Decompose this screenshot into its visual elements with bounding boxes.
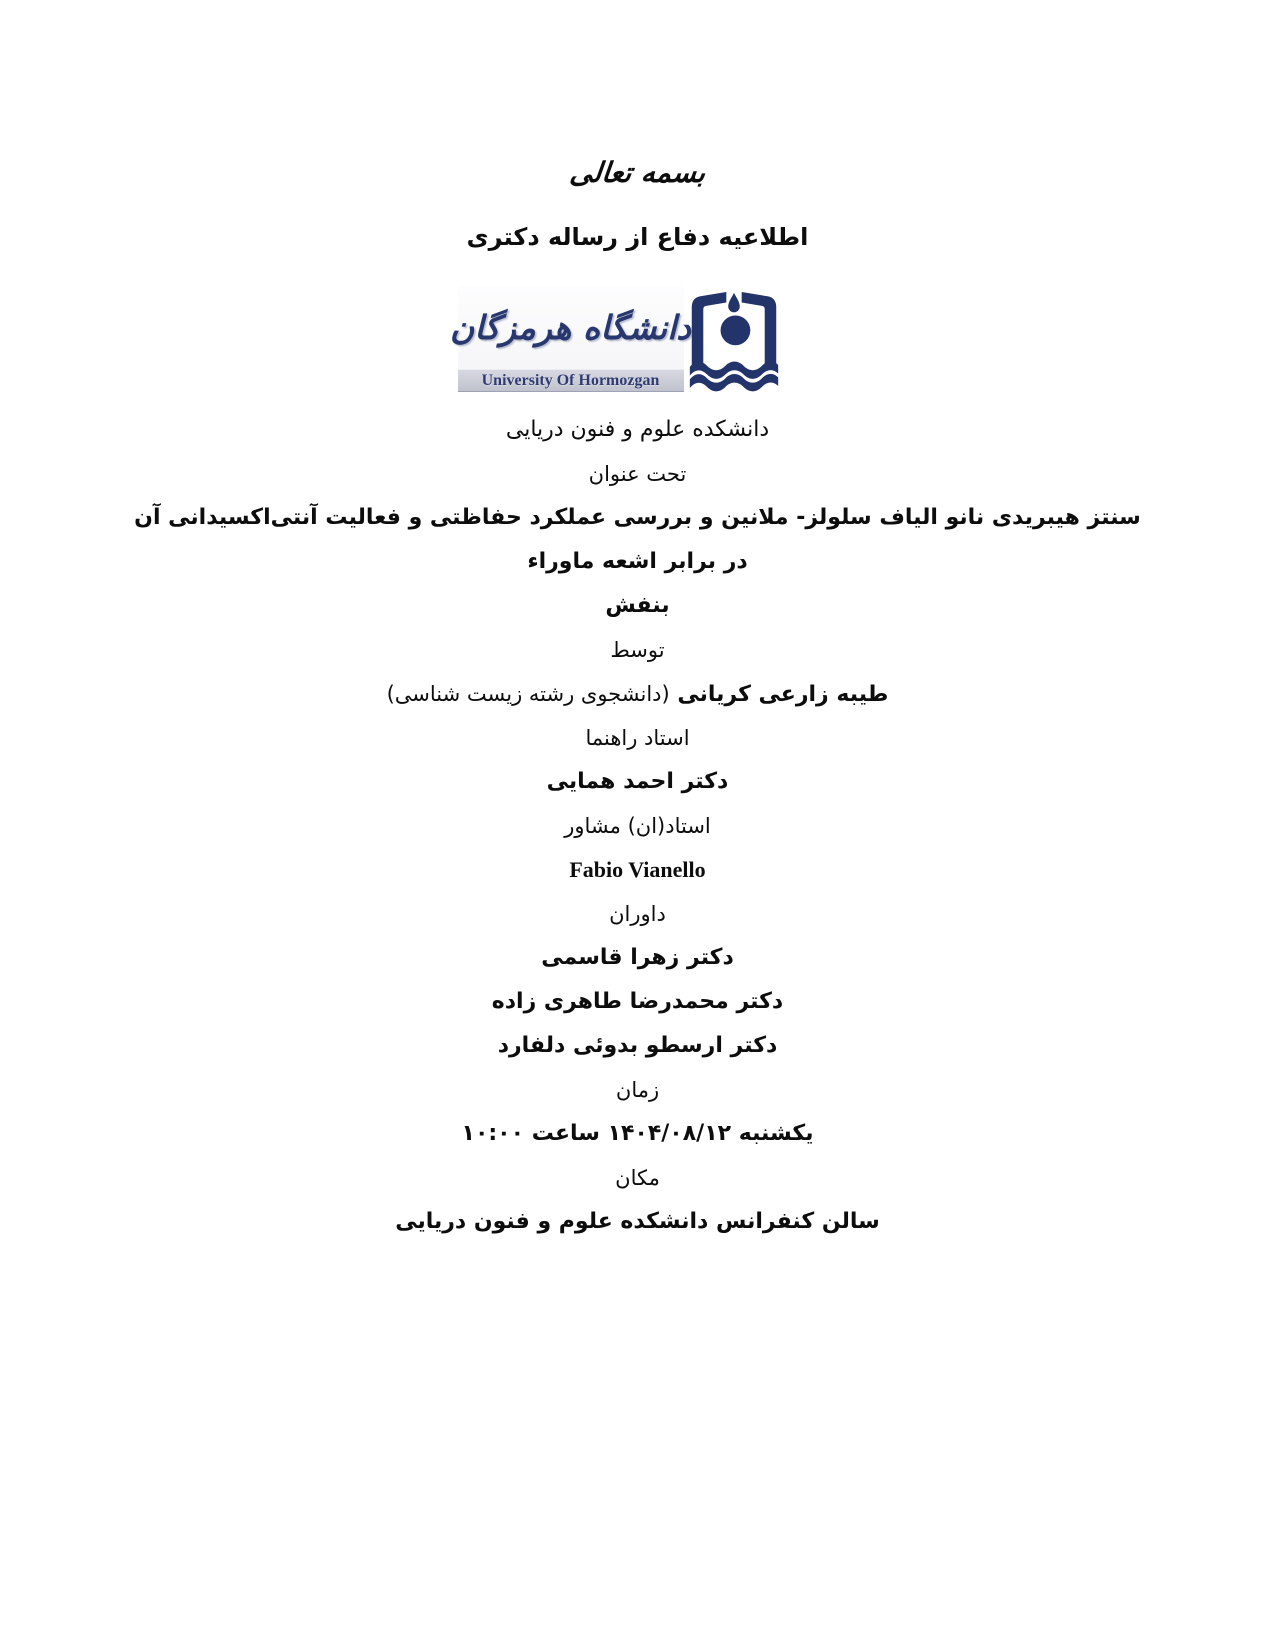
university-logo	[0, 286, 1257, 392]
thesis-title-line-2: بنفش	[605, 593, 670, 618]
supervisor-label: استاد راهنما	[585, 726, 690, 750]
student-name: طیبه زارعی کریانی	[677, 682, 889, 707]
referee-name-2: دکتر محمدرضا طاهری زاده	[491, 989, 784, 1014]
time-value: یکشنبه ۱۴۰۴/۰۸/۱۲ ساعت ۱۰:۰۰	[461, 1121, 814, 1146]
referee-name-3: دکتر ارسطو بدوئی دلفارد	[497, 1033, 778, 1058]
supervisor-name: دکتر احمد همایی	[546, 769, 729, 794]
university-logo-text-block	[449, 286, 692, 392]
under-title-label: تحت عنوان	[588, 462, 687, 486]
thesis-title-line-1: سنتز هیبریدی نانو الیاف سلولز- ملانین و بررسی عملکرد حفاظتی و فعالیت آنتی‌اکسیدانی آن در برابر اشعه ماوراء	[134, 505, 1141, 574]
faculty-name: دانشکده علوم و فنون دریایی	[505, 417, 770, 442]
place-label: مکان	[615, 1166, 660, 1190]
place-value: سالن کنفرانس دانشکده علوم و فنون دریایی	[395, 1209, 880, 1234]
university-name-farsi: دانشگاه هرمزگان	[449, 308, 692, 347]
time-label: زمان	[615, 1078, 660, 1102]
university-name-english: University Of Hormozgan	[458, 369, 684, 392]
university-emblem-icon	[686, 286, 782, 392]
thesis-title	[123, 496, 1153, 628]
notice-heading: اطلاعیه دفاع از رساله دکتری	[466, 223, 809, 251]
student-field: (دانشجوی رشته زیست شناسی)	[386, 682, 670, 706]
advisors-label: استاد(ان) مشاور	[564, 814, 711, 838]
by-label: توسط	[610, 638, 665, 662]
referees-label: داوران	[609, 902, 666, 926]
student-line	[0, 672, 1275, 716]
advisor-name: Fabio Vianello	[569, 857, 706, 882]
referee-name-1: دکتر زهرا قاسمی	[541, 945, 734, 970]
bismillah-calligraphy: بسمه تعالی	[568, 156, 707, 189]
